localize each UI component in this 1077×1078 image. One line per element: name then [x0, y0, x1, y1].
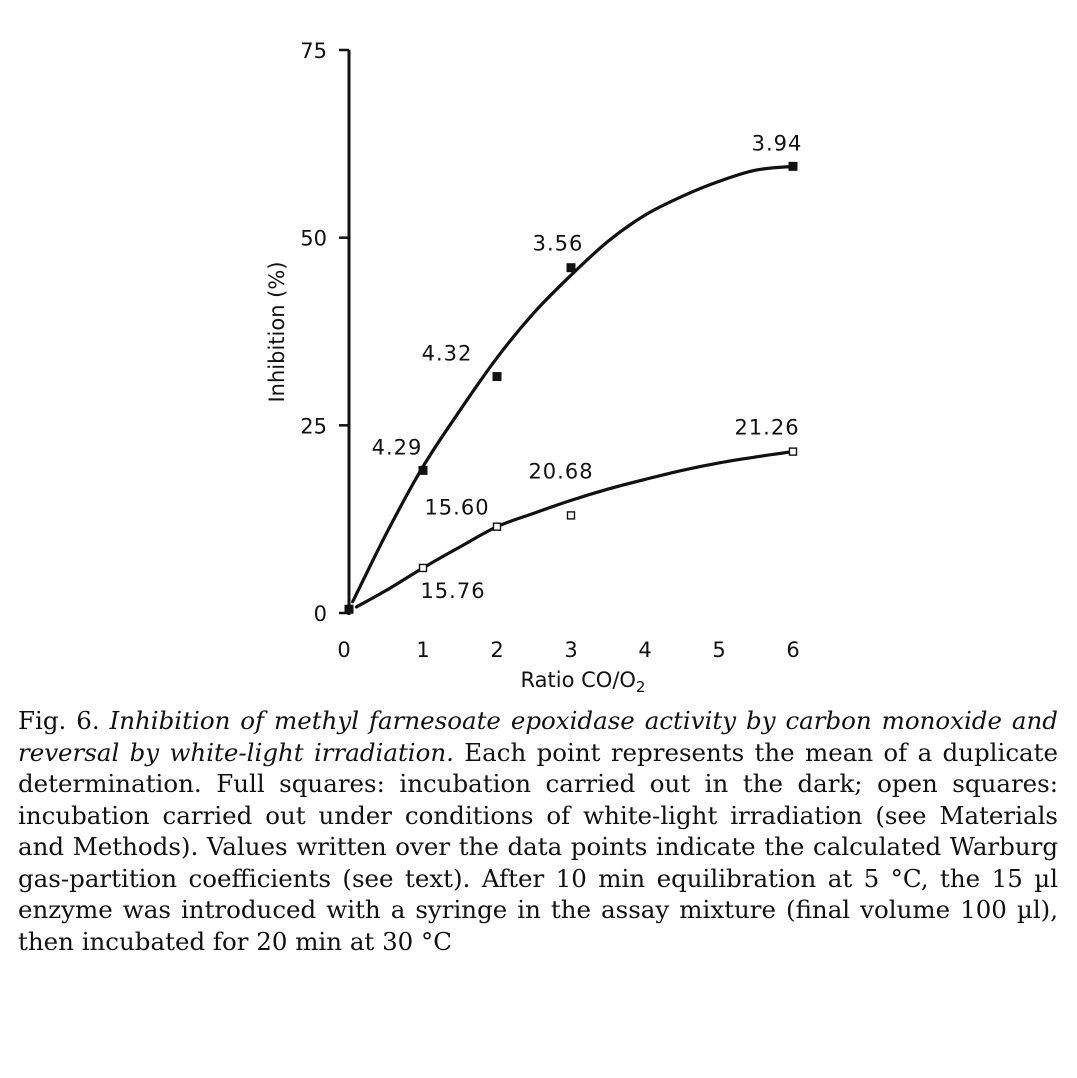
x-tick-label-0: 0 [337, 638, 351, 662]
series-0-point-3 [567, 263, 576, 272]
series-1-point-0 [420, 564, 427, 571]
figure-caption [18, 705, 1058, 957]
x-tick-label-1: 1 [416, 638, 430, 662]
y-tick-label-75: 75 [300, 39, 327, 63]
series-0-point-4 [789, 162, 798, 171]
x-tick-label-3: 3 [564, 638, 578, 662]
series-1-point-3 [790, 448, 797, 455]
x-tick-label-6: 6 [786, 638, 800, 662]
series-1-point-1 [494, 523, 501, 530]
x-tick-label-4: 4 [638, 638, 652, 662]
x-tick-label-5: 5 [712, 638, 726, 662]
series-0-point-4-label: 3.94 [751, 131, 803, 156]
series-0-point-1-label: 4.29 [371, 435, 423, 460]
series-0-point-2-label: 4.32 [421, 341, 473, 366]
caption-title: Inhibition of methyl farnesoate epoxidase activity by carbon monoxide and reversal by white-light irradiation. [18, 706, 1058, 767]
y-tick-label-25: 25 [300, 414, 327, 439]
caption-body: Each point represents the mean of a duplicate determination. Full squares: incubation carried out in the dark; open squares: incubation carried out under conditions of white-light irradiation (see Materials and Methods). Values written over the data points indicate the calculated Warburg gas-partition coefficients (see text). After 10 min equilibration at 5 °C, the 15 µl enzyme was introduced with a syringe in the assay mixture (final volume 100 µl), then incubated for 20 min at 30 °C [18, 737, 1058, 956]
series-0-point-1 [419, 466, 428, 475]
series-1-point-2 [568, 512, 575, 519]
y-tick-label-50: 50 [300, 226, 327, 251]
y-tick-label-0: 0 [313, 602, 327, 626]
series-0-point-2 [493, 372, 502, 381]
x-axis-label: Ratio $CO/O_2$ [520, 668, 646, 696]
series-1-point-1-label: 15.60 [424, 495, 490, 520]
caption-fig-label: Fig. 6. [18, 706, 100, 735]
series-1-point-2-label: 20.68 [528, 459, 594, 484]
series-0-point-0 [345, 605, 354, 614]
x-axis-label-subscript: 2 [635, 678, 646, 696]
series-0-point-3-label: 3.56 [532, 231, 584, 256]
y-axis-label: Inhibition (%) [265, 261, 289, 403]
x-tick-label-2: 2 [490, 638, 504, 662]
series-1-point-3-label: 21.26 [734, 415, 800, 440]
series-1-point-0-label: 15.76 [420, 578, 486, 603]
